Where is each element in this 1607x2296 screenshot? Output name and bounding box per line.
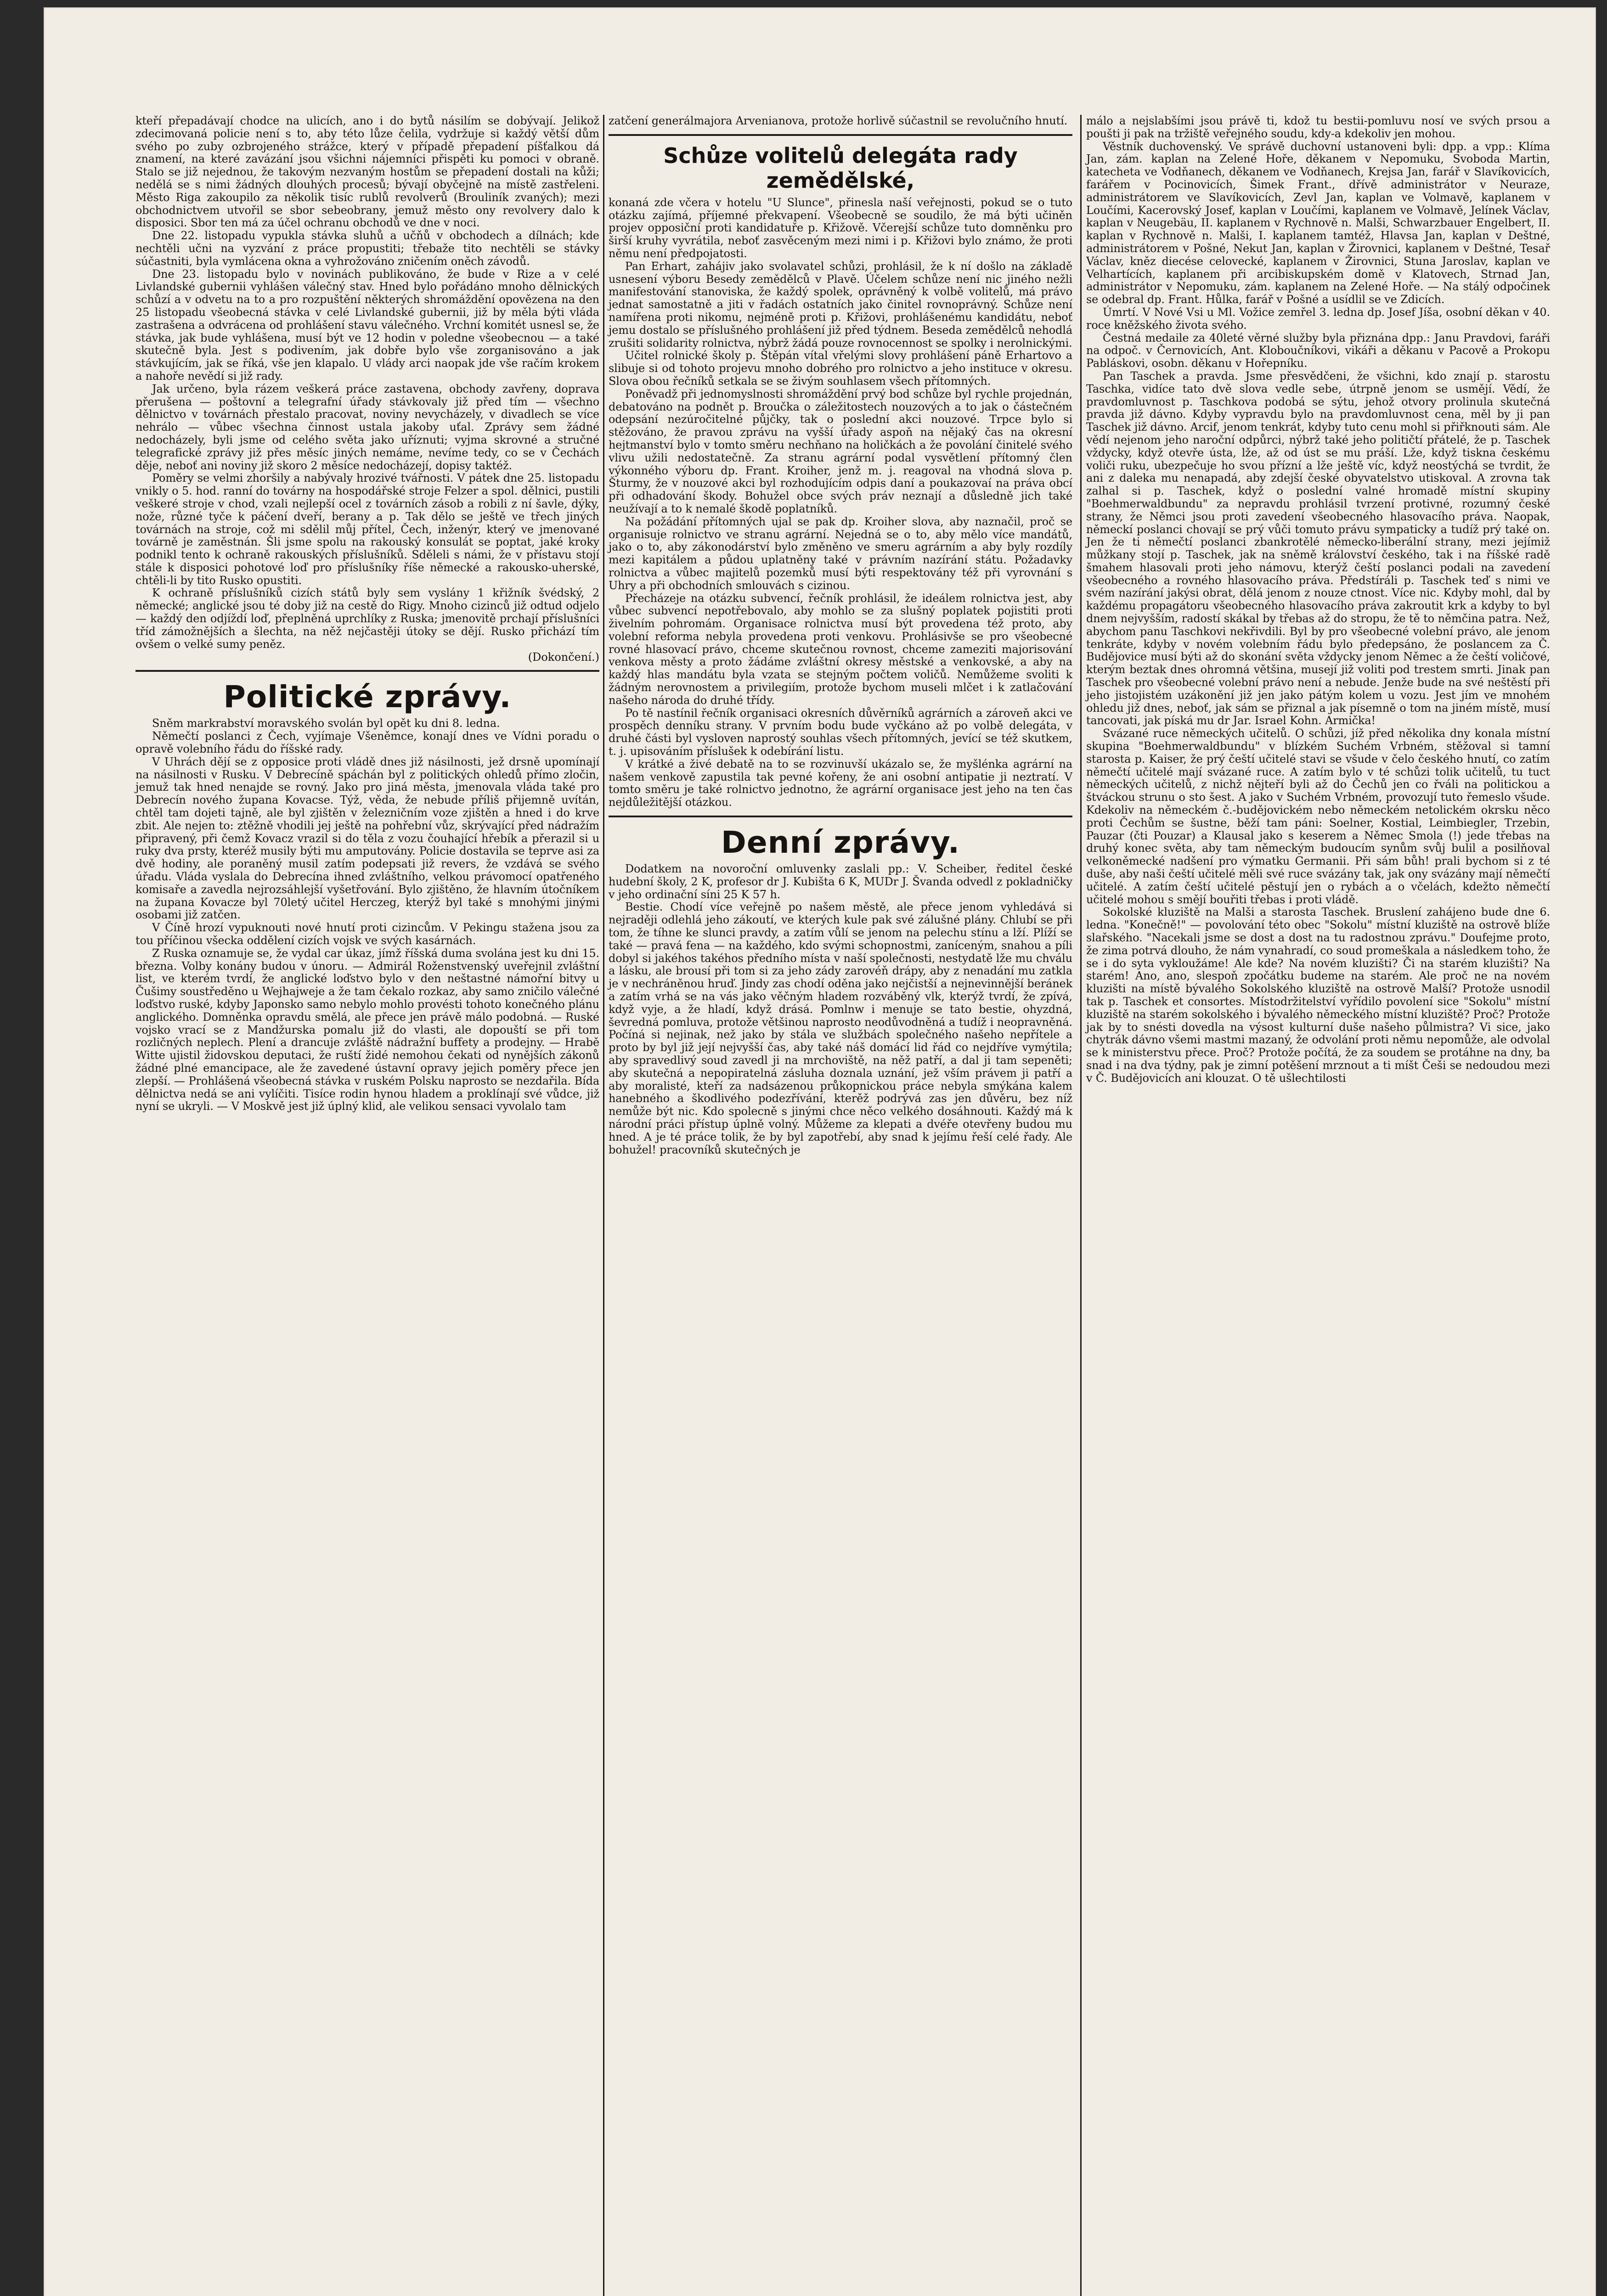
article-paragraph: Na požádání přítomných ujal se pak dp. Kroiher slova, aby naznačil, proč se organisuje rolnictvo ve stranu agrární. Nejedná se o to, aby mělo více mandátů, jako o to, aby zákonodárství bylo změněno ve smeru agrárním a aby byly rozdíly mezi kapitálem a půdou uplatněny také v právním nazírání státu. Požadavky rolnictva a vůbec majitelů pozemků musí býti respektovány též při vyrovnání s Uhry a při obchodních smlouvách s cizinou. <box>609 515 1072 592</box>
news-item: Sněm markrabství moravského svolán byl opět ku dni 8. ledna. <box>152 717 500 730</box>
news-item: Svázané ruce německých učitelů. O schůzi, jíž před několika dny konala místní skupina "Boehmerwaldbundu" v blízkém Suchém Vrbném, stěžoval si tamní starosta p. Kaiser, že prý čeští učitelé stavi se všude v čelo českého hnutí, co zatím němečtí učitelé mají svázané ruce. A zatím bylo v té schůzi tolik učitelů, tu tuct německých učitelů, z nichž nějteří byli až do Čechů jen co řváli na politickou a štváckou strunu o sto šest. A jako v Suchém Vrbném, provozují tuto řemeslo všude. Kdekoliv na německém č.-budějovickém nebo německém netolickém okrsku něco proti Čechům se šustne, běží tam páni: Soelner, Kostial, Leimbiegler, Trzebin, Pauzar (čti Pouzar) a Klausal jako s keserem a Němec Smola (!) jede třebas na druhý konec světa, aby tam německým budoucím synům svůj bulil a posilňoval velkoněmecké nadšení pro výmatku Germanii. Při sám bůh! prali bychom si z té duše, aby naši čeští učitelé měli své ruce svázány tak, jak ony svázány mají němečtí učitelé. A zatím čeští učitelé pěstují jen o rybách a o včelách, kdežto němečtí učitelé mohou s smějí bouřiti třebas i proti vládě. <box>1086 727 1550 906</box>
section-rule <box>135 670 599 672</box>
news-item: V Uhrách dějí se z opposice proti vládě dnes již násilnosti, jež drsně upomínají na násilnosti v Rusku. V Debrecíně spáchán byl z politických ohledů přímo zločin, jemuž tak hned nenajde se rovný. Jako pro jiná města, jmenovala vláda také pro Debrecín nového župana Kovacse. Týž, věda, že nebude příliš přijemně uvítán, chtěl tam dojeti tajně, ale byl zjištěn v železničním voze zjištěn a hned i do krve zbit. Ale nejen to: ztěžně vhodili jej ještě na pohřební vůz, skrývající před nádražím připravený, při čemž Kovacz vrazil si do těla z vozu čouhající hřebík a přerazil si u ruky dva prsty, kteréž musily býti mu amputovány. Policie dostavila se teprve asi za dvě hodiny, ale poraněný musil zatím podepsati již revers, že vzdává se svého úřadu. Vláda vyslala do Debrecína ihned zvláštního, velkou právomocí opatřeného komisaře a zavedla nejrozsáhlejší vyšetřování. Bylo zjištěno, že hlavním útočníkem na župana Kovacze byl 70letý učitel Herczeg, kterýž byl také s mnohými jinými osobami již zatčen. <box>135 755 599 922</box>
news-item: Sokolské kluziště na Malši a starosta Taschek. Bruslení zahájeno bude dne 6. ledna. "Konečně!" — povolování této obec "Sokolu" místní kluziště na ostrově blíže slařského. "Nacekali jsme se dost a dost na tu radostnou zprávu." Doufejme proto, že zima potrvá dlouho, že nám vynahradí, co soud promeškala a následkem toho, že se i do syta vykloužáme! Ale kde? Na novém kluzišti? Či na starém kluzišti? Na starém! Ano, ano, slespoň zpočátku budeme na starém. Ale proč ne na novém kluzišti na místě bývalého Sokolského kluziště na ostrově Malší? Protože usnodil tak p. Taschek et consortes. Místodržitelství vyřídilo povolení sice "Sokolu" místní kluziště na starém sokolského i bývalého německého místní kluziště? Proč? Protože jak by to snésti dovedla na výsost kulturní duše našeho půlmistra? Vi sice, jako chytrák dávno všemi mastmi mazaný, že odvolání proti němu nepomůže, ale odvolal se k ministerstvu přece. Proč? Protože počítá, že za soudem se protáhne na dny, ba snad i na dva týdny, pak je zimní potěšení mrznout a ti míšt Češi se nedoudou mezi v Č. Budějovicích ani klouzat. O tě ušlechtilosti <box>1086 906 1550 1085</box>
column-3 <box>1086 115 1550 1085</box>
news-item: Dodatkem na novoroční omluvenky zaslali pp.: V. Scheiber, ředitel české hudební školy, 2 K, profesor dr J. Kubišta 6 K, MUDr J. Švanda odvedl z pokladničky v jeho ordinační síni 25 K 57 h. <box>609 862 1072 901</box>
article-paragraph: Učitel rolnické školy p. Štěpán vítal vřelými slovy prohlášení páně Erhartovo a slibuje si od tohoto projevu mnoho dobrého pro rolnictvo a jeho instituce v okresu. Slova obou řečníků setkala se se živým souhlasem všech přítomných. <box>609 349 1072 388</box>
article-paragraph: zatčení generálmajora Arvenianova, protože horlivě súčastnil se revolučního hnutí. <box>609 114 1068 127</box>
column-1 <box>135 115 599 1113</box>
article-paragraph: Po tě nastínil řečník organisaci okresních důvěrníků agrárních a zároveň akci ve prospěch denníku strany. V prvním bodu bude vyčkáno až po volbě delegáta, v druhé části byl vysloven naprostý souhlas všech přítomných, jevící se též skutkem, t. j. upisováním příslušek k odebírání listu. <box>609 706 1072 758</box>
article-paragraph: Dne 22. listopadu vypukla stávka sluhů a učňů v obchodech a dílnách; kde nechtěli učni na vyzvání z práce propustiti; třebaže tito nechtěli se stávky súčastniti, byla vymlácena okna a vyhrožováno zničením oněch závodů. <box>135 229 599 268</box>
news-item: Němečtí poslanci z Čech, vyjímaje Všeněmce, konají dnes ve Vídni poradu o opravě volebního řádu do říšské rady. <box>135 730 599 756</box>
article-paragraph: Pan Erhart, zahájiv jako svolavatel schůzi, prohlásil, že k ní došlo na základě usnesení výboru Besedy zemědělců v Plavě. Účelem schůze není nic jiného nežli manifestování stanoviska, že každý spolek, oprávněný k volbě volitelů, má právo jednat samostatně a jiti v řadách ostatních jako činitel rovnoprávný. Schůze není namířena proti nikomu, nejméně proti p. Křižovi, prohlášenému kandidátu, neboť jemu dostalo se příslušného prohlášení již před týdnem. Beseda zemědělců nehodlá zrušiti solidarity rolnictva, nýbrž žádá pouze rovnocennost se spolky i nerolnickými. <box>609 259 1072 349</box>
section-heading: Politické zprávy. <box>223 679 512 715</box>
news-item: Čestná medaile za 40leté věrné služby byla přiznána dpp.: Janu Pravdovi, faráři na odpoč. v Černovicích, Ant. Kloboučníkovi, vikáři a děkanu v Pacově a Prokopu Pabláskovi, osobn. děkanu v Hořepníku. <box>1086 331 1550 370</box>
news-item: V Číně hrozí vypuknouti nové hnutí proti cizincům. V Pekingu stažena jsou za tou příčinou všecka oddělení cizích vojsk ve svých kasárnách. <box>135 921 599 947</box>
article-paragraph: málo a nejslabšími jsou právě ti, kdož tu bestii-pomluvu nosí ve svých prsou a poušti ji pak na tržiště veřejného soudu, kdy-a kdekoliv jen mohou. <box>1086 114 1550 140</box>
section-rule <box>609 816 1072 817</box>
column-divider <box>1080 115 1082 2296</box>
article-paragraph: Jak určeno, byla rázem veškerá práce zastavena, obchody zavřeny, doprava přerušena — poštovní a telegrafní úřady stávkovaly již před tím — všechno dělnictvo v továrnách přestalo pracovat, noviny nevycházely, v divadlech se více nehrálo — vůbec všechna činnost ustala jakoby uťal. Zprávy sem žádné nedocházely, byli jsme od celého světa jako uříznuti; vyjma skrovné a stručné telegrafické zprávy již přes měsíc jiných nemáme, nevíme tedy, co se v Čechách děje, neboť ani noviny již skoro 2 měsíce nedocházejí, dopisy taktéž. <box>135 382 599 472</box>
news-item: Bestie. Chodí více veřejně po našem městě, ale přece jenom vyhledává si nejraději odlehlá jeho zákoutí, ve kterých kule pak své zálušné plány. Chlubí se při tom, že tíhne ke slunci pravdy, a zatím vůlí se jenom na pelechu stínu a lží. Plíží se také — pravá fena — na každého, kdo svými schopnostmi, zaníceným, snahou a píli dobyl si jakéhos takéhos předního místa v naší společnosti, nestydatě lže mu chválu a lásku, ale brousí při tom si za jeho zády zarovéň drápy, aby z nenadání mu zatkla je v nechráněnou hruď. Jindy zas chodí oděna jako nejčistší a nejnevinnější beránek a zatím vrhá se na vás jako věčným hladem rozváběný vlk, kterýž tvrdí, že zpívá, když vyje, a že hladí, když drásá. Pomlnw i menuje se tato bestie, ohyzdná, ševredná pomluva, protože většinou naprosto neodůvodněná a tudíž i neopravněná. Počíná si nejinak, než jako by stála ve službách společného našeho nepřítele a proto by byl již její nejvyšší čas, aby také náš domácí lid řád co nejdříve vymýtila; aby spravedlivý soud zavedl ji na mrchoviště, na něž patří, a dal ji tam sepeněti; aby skutečná a nepopiratelná zásluha doznala uznání, jež vším právem ji patří a aby moralisté, kteří za nadsázenou průkopnickou práce nebyla smýkána kalem hanebného a škodlivého podezřívání, kterěž podrývá zas jen důvěru, bez níž nemůže být nic. Kdo spolecně s jinými chce něco velkého dosáhnouti. Každý má k národní práci přístup úplně volný. Můžeme za klepati a dvéře otevřeny budou mu hned. A je té práce tolik, že by byl zapotřebí, aby snad k jejímu řeší celé řady. Ale bohužel! pracovníků skutečných je <box>609 900 1072 1156</box>
article-paragraph: Poměry se velmi zhoršily a nabývaly hrozivé tvářnosti. V pátek dne 25. listopadu vnikly o 5. hod. ranní do továrny na hospodářské stroje Felzer a spol. dělnici, pustili veškeré stroje v chod, vzali nejlepší ocel z továrních zásob a robili z ní šavle, dýky, nože, různé tyče k páčení dveří, berany a p. Tak dělo se ještě ve třech jiných továrnách na stroje, což mi sdělil můj přítel, Čech, inženýr, který ve jmenované továrně je zaměstnán. Šli jsme spolu na rakouský konsulát se poptat, jaké kroky podnikl tento k ochraně rakouských příslušníků. Sděleli s námi, že v přístavu stojí stále k disposici pohotové loď pro příslušníky říše německé a rakousko-uherské, chtěli-li by tito Rusko opustiti. <box>135 472 599 587</box>
article-paragraph: kteří přepadávají chodce na ulicích, ano i do bytů násilím se dobývají. Jelikož zdecimovaná policie není s to, aby této lůze čelila, vydržuje si každý větší dům svého po zuby ozbrojeného strážce, který v případě přepadení píšťalkou dá znamení, na které zavázání jsou všichni nájemníci přispěti ku pomoci v obraně. Stalo se již nejednou, že takovým nezvaným hostům se přepadení dostali na kůži; nedělá se s nimi žádných dlouhých procesů; bývají obyčejně na místě zastřeleni. Město Riga zakoupilo za několik tisíc rublů revolverů (Brouliník zvaných); mezi obchodnictvem utvořil se sbor sebeobrany, jemuž město ony revolvery dalo k disposici. Sbor ten má za účel ochranu obchodů ve dne v noci. <box>135 114 599 230</box>
news-item: Z Ruska oznamuje se, že vydal car úkaz, jímž říšská duma svolána jest ku dni 15. března. Volby konány budou v únoru. — Admirál Roženstvenský uveřejnil zvláštní list, ve kterém tvrdí, že anglické loďstvo bylo v den neštastné námořní bitvy u Čušimy soustředěno u Wejhajweje a že tam čekalo rozkaz, aby samo zničilo válečné loďstvo ruské, kdyby Japonsko samo nebylo mohlo provésti tohoto konečného plánu anglického. Domněnka opravdu smělá, ale přece jen právě málo podobná. — Ruské vojsko vrací se z Mandžurska pomalu již do vlasti, ale dopouští se při tom rozličných neplech. Plení a drancuje zvláště nádražní buffety a prodejny. — Hrabě Witte ujistil židovskou deputaci, že ruští židé nemohou čekati od nynějších zákonů žádné plné emancipace, ale že zavedené ústavní opravy jejich poměry přece jen zlepší. — Prohlášená všeobecná stávka v ruském Polsku naprosto se nezdařila. Bída dělnictva nedá se ani vylíčiti. Tisíce rodin hynou hladem a proklínají své vůdce, již nyní se ukryli. — V Moskvě jest již úplný klid, ale velikou sensaci vyvolalo tam <box>135 946 599 1113</box>
article-paragraph: Přecházeje na otázku subvencí, řečník prohlásil, že ideálem rolnictva jest, aby vůbec subvencí nepotřebovalo, aby mohlo se za slušný poplatek pojistiti proti živelním pohromám. Organisace rolnictva musí být provedena též proto, aby volební reforma nebyla provedena proti venkovu. Prohlásivše se pro všeobecné rovné hlasovací právo, chceme skutečnou rovnost, chceme zameziti majorisování venkova městy a proto žádáme zvláštní okresy městské a venkovské, a aby na každý hlas mandátu byla vzata se stejným počtem voličů. Nemůžeme svoliti k žádným nerovnostem a privilegiím, protože bychom museli mlčet i k zatlačování našeho národa do druhé třídy. <box>609 591 1072 707</box>
article-paragraph: konaná zde včera v hotelu "U Slunce", přinesla naší veřejnosti, pokud se o tuto otázku zajímá, příjemné překvapení. Všeobecně se soudilo, že má býti učiněn projev opposiční proti kandidatuře p. Křižově. Včerejší schůze tuto domněnku pro širší kruhy vyvrátila, neboť zasvěceným mezi nimi i p. Křižovi bylo známo, že proti němu není předpojatosti. <box>609 196 1072 260</box>
news-item: Pan Taschek a pravda. Jsme přesvědčeni, že všichni, kdo znají p. starostu Taschka, vidíce tato dvě slova vedle sebe, útrpně jenom se usmějí. Vědí, že pravdomluvnost p. Taschkova podobá se sýtu, jehož otvory prolinula skutečná pravda již dávno. Kdyby vypravdu bylo na pravdomluvnost cena, měl by ji pan Taschek již dávno. Arcif, jenom tenkrát, kdyby tuto cenu mohl si přiřknouti sám. Ale vědí nejenom jeho naroční odpůrci, nýbrž také jeho političtí přátelé, že p. Taschek vždycky, když otevře ústa, lže, až od úst se mu práší. Lže, když tiskna českému voliči ruku, ubezpečuje ho svou přízní a lže ještě víc, když neostýchá se tvrdit, že ani z daleka mu nenapadá, aby zdejší české obyvatelstvo utiskoval. A zrovna tak zalhal si p. Taschek, když o poslední valné hromadě místní skupiny "Boehmerwaldbundu" za nepravdu prohlásil tvrzení protivné, rozumný české strany, že Němci jsou proti zavedení všeobecného hlasovacího práva. Naopak, německí poslanci chovají se prý vůči tomuto právu sympaticky a tudíž prý také on. Jen že ti němečtí poslanci zbankrotělé německo-liberální strany, mezi jejímiž můžkany stojí p. Taschek, jak na sněmě království českého, tak i na říšské radě šmahem hlasovali proti jeho námovu, kterýž čeští poslanci podali na zavedení všeobecného a rovného hlasovacího práva. Předstíráli p. Taschek teď s nimi ve svém nazírání jakýsi obrat, dělá jenom z nouze ctnost. Více nic. Kdyby mohl, dal by každému propagátoru všeobecného hlasovacího práva zakroutit krk a kdyby to byl dnem nejvyšším, radostí skákal by třebas až do stropu, že tě to němčina patra. Než, abychom panu Taschkovi nekřivdili. Byl by pro všeobecné volební právo, ale jenom tenkráte, kdyby v novém volebním řádu bylo předepsáno, že poslancem za Č. Budějovice musí býti až do skonání světa vždycky jenom Němec a že čeští voličové, kterým beztak dnes ohromná většina, musejí již voliti pod trestem smrti. Jinak pan Taschek pro všeobecné volební právo není a nebude. Jenže bude na své neštěstí při jeho jistojistém uzákonění již jen jako pátým kolem u vozu. Jest jím ve mnohém ohledu již dnes, neboť, jak sám se přiznal a jak písemně o tom na jiném místě, musí tancovati, jak píská mu dr Jar. Israel Kohn. Armička! <box>1086 369 1550 727</box>
section-rule <box>609 134 1072 136</box>
column-divider <box>603 115 604 2296</box>
news-item: Věstník duchovenský. Ve správě duchovní ustanoveni byli: dpp. a vpp.: Klíma Jan, zám. kaplan na Zelené Hoře, děkanem v Nepomuku, Svoboda Martin, katecheta ve Vodňanech, děkanem ve Vodňanech, Krejsa Jan, farář v Slavíkovicích, farářem v Pocinovicích, Šimek Frant., dřívě administrátor v Neuraze, administrátorem ve Slavíkovicích, Zevl Jan, kaplan ve Volmavě, kaplanem v Loučími, Kacerovský Josef, kaplan v Loučími, kaplanem ve Volmavě, Jelínek Václav, kaplan v Neugebäu, II. kaplanem v Rychnově n. Malši, Schwarzbauer Engelbert, II. kaplan v Rychnově n. Malši, I. kaplanem tamtéž, Hlavsa Jan, kaplan v Deštné, administrátorem v Pošné, Nekut Jan, kaplan v Žirovnici, kaplanem v Deštné, Tesař Václav, kněz diecése celovecké, kaplanem v Žirovnici, Stuna Jaroslav, kaplan ve Velhartících, kaplanem při arcibiskupském domě v Klatovech, Strnad Jan, administrátor v Nepomuku, zám. kaplanem na Zelené Hoře. — Na stálý odpočinek se odebral dp. Frant. Hůlka, farář v Pošné a usídlil se ve Zdicích. <box>1086 140 1550 306</box>
section-heading: Denní zprávy. <box>721 825 960 861</box>
article-paragraph: K ochraně příslušníků cizích států byly sem vyslány 1 křižník švédský, 2 německé; anglické jsou té doby již na cestě do Rigy. Mnoho cizinců již odtud odjelo — každý den odjíždí loď, přeplněná uprchlíky z Ruska; jmenovitě prchají příslušníci tříd zámožnějších a šlechta, na něž nejčastěji útoky se dějí. Rusko přichází tím ovšem o velké sumy peněz. <box>135 586 599 651</box>
newspaper-page <box>44 7 1596 2296</box>
continuation-note: (Dokončení.) <box>528 651 599 664</box>
article-headline: Schůze volitelů delegáta rady zemědělské, <box>663 143 1018 193</box>
article-paragraph: Dne 23. listopadu bylo v novinách publikováno, že bude v Rize a v celé Livlandské gubernii vyhlášen válečný stav. Hned bylo pořádáno mnoho dělnických schůzí a v odvetu na to a pro rozpuštění některých shromáždění opovězena na den 25 listopadu všeobecná stávka v celé Livlandské gubernii, již by měla býti vláda zastrašena a odvrácena od prohlášení stavu válečného. Vrchní komitét usnesl se, že stávka, jak bude vyhlášena, musí být ve 12 hodin v poledne všeobecnou — a také skutečně byla. Jest s podivením, jak dobře bylo vše zorganisováno a jak stávkujícím, jak se říká, vše jen klapalo. U vlády arci naopak jde vše račím krokem a nahoře nevědí si již rady. <box>135 267 599 383</box>
news-item: Úmrtí. V Nové Vsi u Ml. Vožice zemřel 3. ledna dp. Josef Jíša, osobní děkan v 40. roce kněžského života svého. <box>1086 305 1550 332</box>
column-2 <box>609 115 1072 1156</box>
article-paragraph: V krátké a živé debatě na to se rozvinuvší ukázalo se, že myšlénka agrární na našem venkově zapustila tak pevné kořeny, že ani osobní antipatie ji neztratí. V tomto směru je také rolnictvo jednotno, že agrární organisace jest jeho na ten čas nejdůležitější otázkou. <box>609 757 1072 809</box>
article-paragraph: Poněvadž při jednomyslnosti shromáždění prvý bod schůze byl rychle projednán, debatováno na podnět p. Broučka o záležitostech nouzových a to jak o částečném odepsání nezúročitelné půjčky, tak o poslední akci nouzové. Trpce bylo si stěžováno, že pravou zprávu na vyšší úřady aspoň na nějaký čas na okresní hejtmanství bylo v tomto směru nechňano na holičkách a že povolání činitelé svého vlivu užili nedostatečně. Za stranu agrární podal vysvětlení přítomný člen výkonného výboru dp. Frant. Kroiher, jenž m. j. reagoval na vhodná slova p. Šturmy, že v nouzové akci byl rozhodujícím odpis daní a poukazovaí na práva obcí při odhadování škody. Bohužel obce svých práv neznají a důsledně jich také neužívají a to k nemalé škodě poplatníků. <box>609 387 1072 515</box>
